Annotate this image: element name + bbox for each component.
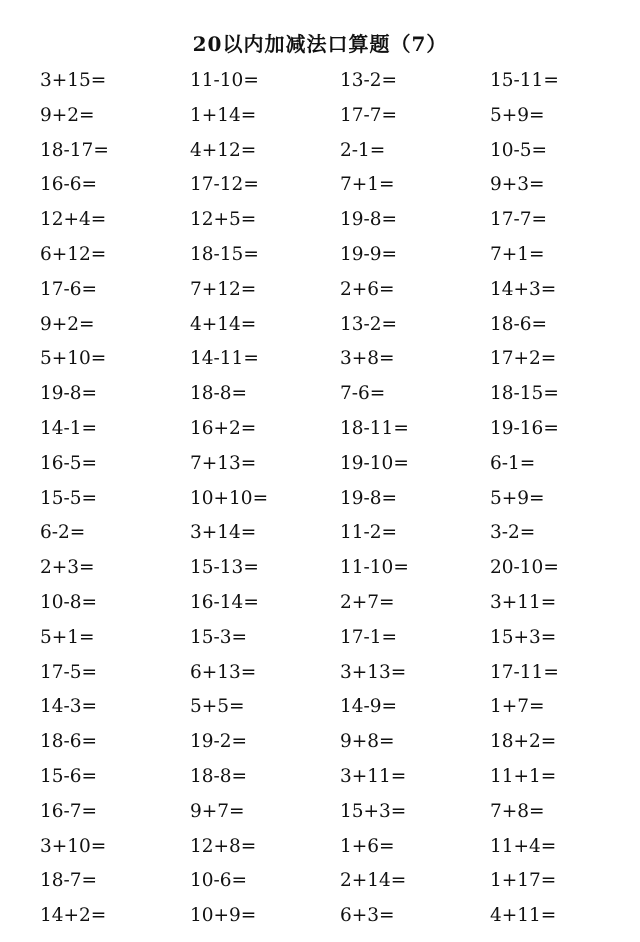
math-problem: 3+10= [40, 835, 107, 857]
math-problem: 6-2= [40, 522, 86, 544]
math-problem: 17-6= [40, 278, 98, 300]
math-problem: 7+13= [190, 452, 257, 474]
math-problem: 11+4= [490, 835, 557, 857]
math-problem: 1+6= [340, 835, 395, 857]
math-problem: 3-2= [490, 522, 536, 544]
math-problem: 7+8= [490, 800, 545, 822]
math-problem: 10-5= [490, 139, 548, 161]
math-problem: 6+13= [190, 661, 257, 683]
math-problem: 17-1= [340, 626, 398, 648]
math-problem: 2+6= [340, 278, 395, 300]
math-problem: 14-11= [190, 348, 259, 370]
math-problem: 16-6= [40, 174, 98, 196]
math-problem: 17-5= [40, 661, 98, 683]
math-problem: 4+11= [490, 905, 557, 927]
math-problem: 1+14= [190, 104, 257, 126]
math-problem: 12+4= [40, 209, 107, 231]
math-problem: 17+2= [490, 348, 557, 370]
math-problem: 18-8= [190, 383, 248, 405]
math-problem: 14-3= [40, 696, 98, 718]
math-problem: 17-7= [340, 104, 398, 126]
math-problem: 9+2= [40, 104, 95, 126]
math-problem: 18-17= [40, 139, 109, 161]
math-problem: 9+2= [40, 313, 95, 335]
math-problem: 14+3= [490, 278, 557, 300]
math-problem: 2-1= [340, 139, 386, 161]
math-problem: 5+5= [190, 696, 245, 718]
math-problem: 7+1= [340, 174, 395, 196]
math-problem: 12+8= [190, 835, 257, 857]
math-problem: 3+11= [490, 591, 557, 613]
math-problem: 15-3= [190, 626, 248, 648]
math-problem: 18-11= [340, 417, 409, 439]
math-problem: 3+13= [340, 661, 407, 683]
math-problem: 4+14= [190, 313, 257, 335]
math-problem: 10-6= [190, 870, 248, 892]
math-problem: 11-10= [190, 70, 259, 91]
math-problem: 17-11= [490, 661, 559, 683]
math-problem: 15+3= [490, 626, 557, 648]
page-title: 20以内加减法口算题（7） [192, 32, 448, 56]
math-problem: 19-8= [40, 383, 98, 405]
math-problem: 5+10= [40, 348, 107, 370]
math-problem: 7-6= [340, 383, 386, 405]
math-problem: 5+1= [40, 626, 95, 648]
math-problem: 20-10= [490, 557, 559, 579]
math-problem: 13-2= [340, 313, 398, 335]
math-problem: 15-13= [190, 557, 259, 579]
math-problem: 19-10= [340, 452, 409, 474]
math-problem: 17-7= [490, 209, 548, 231]
math-problem: 14-9= [340, 696, 398, 718]
math-problem: 15+3= [340, 800, 407, 822]
math-problem: 18-15= [490, 383, 559, 405]
math-problem: 19-16= [490, 417, 559, 439]
math-problem: 11-2= [340, 522, 398, 544]
math-problem: 15-5= [40, 487, 98, 509]
math-problem: 3+8= [340, 348, 395, 370]
math-problem: 6+12= [40, 243, 107, 265]
math-problem: 6+3= [340, 905, 395, 927]
math-problem: 10-8= [40, 591, 98, 613]
math-problem: 19-8= [340, 209, 398, 231]
math-problem: 19-9= [340, 243, 398, 265]
math-problem: 9+8= [340, 731, 395, 753]
math-problem: 1+7= [490, 696, 545, 718]
math-problem: 6-1= [490, 452, 536, 474]
math-problem: 16+2= [190, 417, 257, 439]
math-problem: 10+9= [190, 905, 257, 927]
math-problem: 18-15= [190, 243, 259, 265]
math-problem: 13-2= [340, 70, 398, 91]
math-problem: 3+14= [190, 522, 257, 544]
math-problem: 4+12= [190, 139, 257, 161]
math-problem: 11+1= [490, 765, 557, 787]
math-problem: 7+1= [490, 243, 545, 265]
math-problem: 18-6= [40, 731, 98, 753]
math-problem: 17-12= [190, 174, 259, 196]
math-problem: 18-8= [190, 765, 248, 787]
math-problem: 15-6= [40, 765, 98, 787]
problem-grid [40, 64, 620, 934]
math-problem: 7+12= [190, 278, 257, 300]
math-problem: 10+10= [190, 487, 269, 509]
math-problem: 2+14= [340, 870, 407, 892]
math-problem: 3+11= [340, 765, 407, 787]
math-problem: 2+7= [340, 591, 395, 613]
math-problem: 5+9= [490, 487, 545, 509]
math-problem: 14+2= [40, 905, 107, 927]
math-problem: 2+3= [40, 557, 95, 579]
math-problem: 12+5= [190, 209, 257, 231]
math-problem: 9+3= [490, 174, 545, 196]
math-problem: 14-1= [40, 417, 98, 439]
math-problem: 16-7= [40, 800, 98, 822]
math-problem: 19-8= [340, 487, 398, 509]
math-problem: 18+2= [490, 731, 557, 753]
math-problem: 18-6= [490, 313, 548, 335]
math-problem: 11-10= [340, 557, 409, 579]
math-problem: 16-14= [190, 591, 259, 613]
math-problem: 15-11= [490, 70, 559, 91]
math-problem: 5+9= [490, 104, 545, 126]
math-problem: 9+7= [190, 800, 245, 822]
math-problem: 1+17= [490, 870, 557, 892]
math-problem: 18-7= [40, 870, 98, 892]
math-problem: 16-5= [40, 452, 98, 474]
math-problem: 19-2= [190, 731, 248, 753]
math-problem: 3+15= [40, 70, 107, 91]
